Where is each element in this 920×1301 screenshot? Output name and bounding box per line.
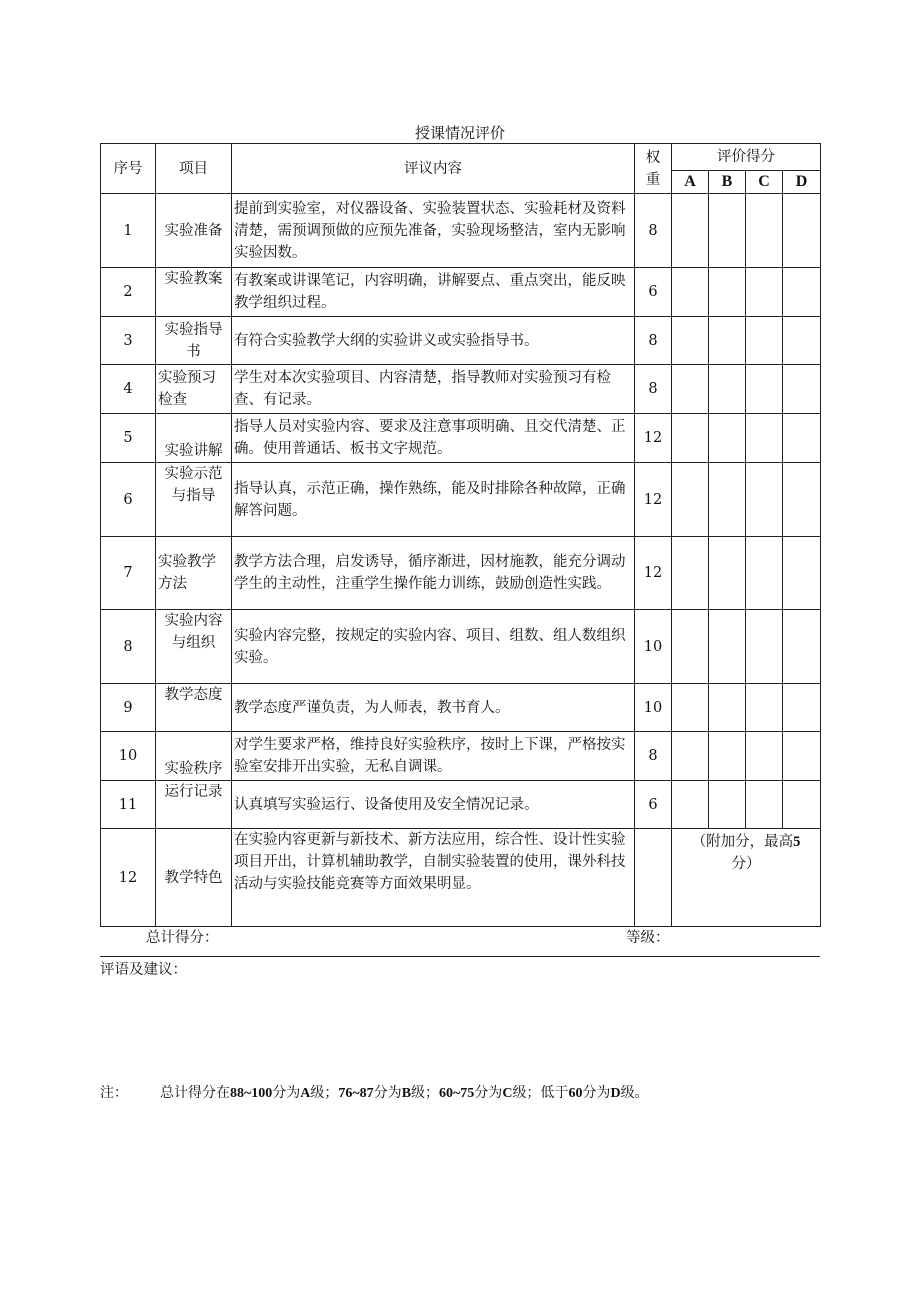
row-content: 在实验内容更新与新技术、新方法应用，综合性、设计性实验项目开出，计算机辅助教学，自制实验装置的使用，课外科技活动与实验技能竞赛等方面效果明显。 bbox=[232, 829, 635, 927]
grading-note: 总计得分在88~100分为A级；76~87分为B级；60~75分为C级；低于60分为D级。 bbox=[160, 1085, 649, 1101]
table-row bbox=[101, 268, 821, 317]
score-cell-a[interactable] bbox=[672, 781, 709, 829]
row-weight: 6 bbox=[635, 781, 672, 829]
row-weight: 10 bbox=[635, 610, 672, 684]
bonus-note-max: 5 bbox=[793, 834, 801, 850]
score-cell-b[interactable] bbox=[709, 463, 746, 537]
note-label: 注： bbox=[100, 1085, 128, 1101]
row-item: 教学特色 bbox=[156, 829, 232, 927]
row-content: 对学生要求严格，维持良好实验秩序，按时上下课，严格按实验室安排开出实验，无私自调课。 bbox=[232, 732, 635, 781]
score-cell-b[interactable] bbox=[709, 414, 746, 463]
score-cell-b[interactable] bbox=[709, 268, 746, 317]
bonus-note-suffix: 分） bbox=[731, 856, 761, 872]
row-no: 7 bbox=[101, 537, 156, 610]
grade-a-header: A bbox=[672, 171, 709, 194]
score-cell-b[interactable] bbox=[709, 365, 746, 414]
score-cell-b[interactable] bbox=[709, 537, 746, 610]
score-cell-c[interactable] bbox=[746, 268, 783, 317]
score-cell-d[interactable] bbox=[783, 732, 821, 781]
table-row bbox=[101, 732, 821, 781]
score-cell-a[interactable] bbox=[672, 732, 709, 781]
table-row bbox=[101, 414, 821, 463]
score-cell-a[interactable] bbox=[672, 268, 709, 317]
score-cell-a[interactable] bbox=[672, 610, 709, 684]
score-cell-c[interactable] bbox=[746, 317, 783, 365]
row-no: 8 bbox=[101, 610, 156, 684]
grade-c-header: C bbox=[746, 171, 783, 194]
score-cell-d[interactable] bbox=[783, 537, 821, 610]
score-cell-c[interactable] bbox=[746, 781, 783, 829]
table-row bbox=[101, 610, 821, 684]
header-item: 项目 bbox=[156, 144, 232, 194]
row-weight: 8 bbox=[635, 317, 672, 365]
score-cell-c[interactable] bbox=[746, 365, 783, 414]
row-weight: 10 bbox=[635, 684, 672, 732]
row-item: 实验内容与组织 bbox=[156, 610, 232, 684]
score-cell-b[interactable] bbox=[709, 684, 746, 732]
row-no: 4 bbox=[101, 365, 156, 414]
row-content: 有教案或讲课笔记，内容明确，讲解要点、重点突出，能反映教学组织过程。 bbox=[232, 268, 635, 317]
row-no: 10 bbox=[101, 732, 156, 781]
table-row bbox=[101, 317, 821, 365]
score-cell-d[interactable] bbox=[783, 463, 821, 537]
score-cell-a[interactable] bbox=[672, 317, 709, 365]
score-cell-c[interactable] bbox=[746, 732, 783, 781]
page-title: 授课情况评价 bbox=[414, 124, 505, 142]
row-weight: 8 bbox=[635, 732, 672, 781]
row-weight: 12 bbox=[635, 414, 672, 463]
row-item: 实验教学方法 bbox=[156, 537, 232, 610]
row-content: 指导认真，示范正确，操作熟练，能及时排除各种故障，正确解答问题。 bbox=[232, 463, 635, 537]
row-weight: 6 bbox=[635, 268, 672, 317]
row-content: 实验内容完整，按规定的实验内容、项目、组数、组人数组织实验。 bbox=[232, 610, 635, 684]
score-cell-d[interactable] bbox=[783, 610, 821, 684]
score-cell-c[interactable] bbox=[746, 537, 783, 610]
score-cell-d[interactable] bbox=[783, 684, 821, 732]
row-no: 3 bbox=[101, 317, 156, 365]
table-row bbox=[101, 537, 821, 610]
score-cell-c[interactable] bbox=[746, 463, 783, 537]
table-row bbox=[101, 463, 821, 537]
divider bbox=[100, 956, 820, 957]
table-row bbox=[101, 829, 821, 927]
row-item: 实验讲解 bbox=[156, 414, 232, 463]
evaluation-table bbox=[100, 143, 821, 927]
score-cell-d[interactable] bbox=[783, 365, 821, 414]
score-cell-b[interactable] bbox=[709, 781, 746, 829]
row-item: 教学态度 bbox=[156, 684, 232, 732]
table-row bbox=[101, 194, 821, 268]
row-content: 教学方法合理，启发诱导，循序渐进，因材施教，能充分调动学生的主动性，注重学生操作能力训练，鼓励创造性实践。 bbox=[232, 537, 635, 610]
score-cell-d[interactable] bbox=[783, 317, 821, 365]
comments-label: 评语及建议： bbox=[100, 962, 187, 978]
header-weight-bottom: 重 bbox=[645, 171, 661, 188]
score-cell-c[interactable] bbox=[746, 194, 783, 268]
row-no: 12 bbox=[101, 829, 156, 927]
score-cell-b[interactable] bbox=[709, 317, 746, 365]
header-no: 序号 bbox=[101, 144, 156, 194]
row-no: 11 bbox=[101, 781, 156, 829]
row-item: 实验准备 bbox=[156, 194, 232, 268]
row-item: 实验示范与指导 bbox=[156, 463, 232, 537]
header-content: 评议内容 bbox=[232, 144, 635, 194]
score-cell-a[interactable] bbox=[672, 194, 709, 268]
header-weight bbox=[635, 144, 672, 194]
row-item: 实验指导书 bbox=[156, 317, 232, 365]
row-item: 运行记录 bbox=[156, 781, 232, 829]
bonus-score-cell[interactable] bbox=[672, 829, 821, 927]
grade-b-header: B bbox=[709, 171, 746, 194]
grade-d-header: D bbox=[783, 171, 821, 194]
total-score-label: 总计得分： bbox=[146, 930, 219, 946]
table-row bbox=[101, 781, 821, 829]
score-cell-d[interactable] bbox=[783, 194, 821, 268]
row-content: 认真填写实验运行、设备使用及安全情况记录。 bbox=[232, 781, 635, 829]
row-no: 6 bbox=[101, 463, 156, 537]
row-weight: 8 bbox=[635, 194, 672, 268]
row-weight: 12 bbox=[635, 537, 672, 610]
header-row bbox=[101, 144, 821, 171]
row-weight bbox=[635, 829, 672, 927]
score-cell-c[interactable] bbox=[746, 414, 783, 463]
score-cell-d[interactable] bbox=[783, 414, 821, 463]
row-content: 指导人员对实验内容、要求及注意事项明确、且交代清楚、正确。使用普通话、板书文字规范。 bbox=[232, 414, 635, 463]
row-item: 实验预习检查 bbox=[156, 365, 232, 414]
score-cell-a[interactable] bbox=[672, 537, 709, 610]
table-row bbox=[101, 365, 821, 414]
row-content: 学生对本次实验项目、内容清楚，指导教师对实验预习有检查、有记录。 bbox=[232, 365, 635, 414]
row-content: 教学态度严谨负责，为人师表，教书育人。 bbox=[232, 684, 635, 732]
score-cell-a[interactable] bbox=[672, 414, 709, 463]
header-score: 评价得分 bbox=[672, 144, 821, 171]
score-cell-c[interactable] bbox=[746, 684, 783, 732]
score-cell-a[interactable] bbox=[672, 684, 709, 732]
row-item: 实验秩序 bbox=[156, 732, 232, 781]
row-content: 有符合实验教学大纲的实验讲义或实验指导书。 bbox=[232, 317, 635, 365]
score-cell-a[interactable] bbox=[672, 463, 709, 537]
score-cell-a[interactable] bbox=[672, 365, 709, 414]
row-no: 1 bbox=[101, 194, 156, 268]
score-cell-d[interactable] bbox=[783, 268, 821, 317]
row-no: 9 bbox=[101, 684, 156, 732]
score-cell-b[interactable] bbox=[709, 732, 746, 781]
score-cell-b[interactable] bbox=[709, 610, 746, 684]
score-cell-b[interactable] bbox=[709, 194, 746, 268]
row-weight: 12 bbox=[635, 463, 672, 537]
bonus-note-prefix: （附加分，最高 bbox=[691, 834, 794, 850]
row-weight: 8 bbox=[635, 365, 672, 414]
score-cell-c[interactable] bbox=[746, 610, 783, 684]
row-no: 5 bbox=[101, 414, 156, 463]
header-weight-top: 权 bbox=[645, 149, 661, 166]
table-row bbox=[101, 684, 821, 732]
row-item: 实验教案 bbox=[156, 268, 232, 317]
grade-label: 等级： bbox=[626, 930, 670, 946]
row-content: 提前到实验室，对仪器设备、实验装置状态、实验耗材及资料清楚，需预调预做的应预先准备，实验现场整洁，室内无影响实验因数。 bbox=[232, 194, 635, 268]
score-cell-d[interactable] bbox=[783, 781, 821, 829]
row-no: 2 bbox=[101, 268, 156, 317]
